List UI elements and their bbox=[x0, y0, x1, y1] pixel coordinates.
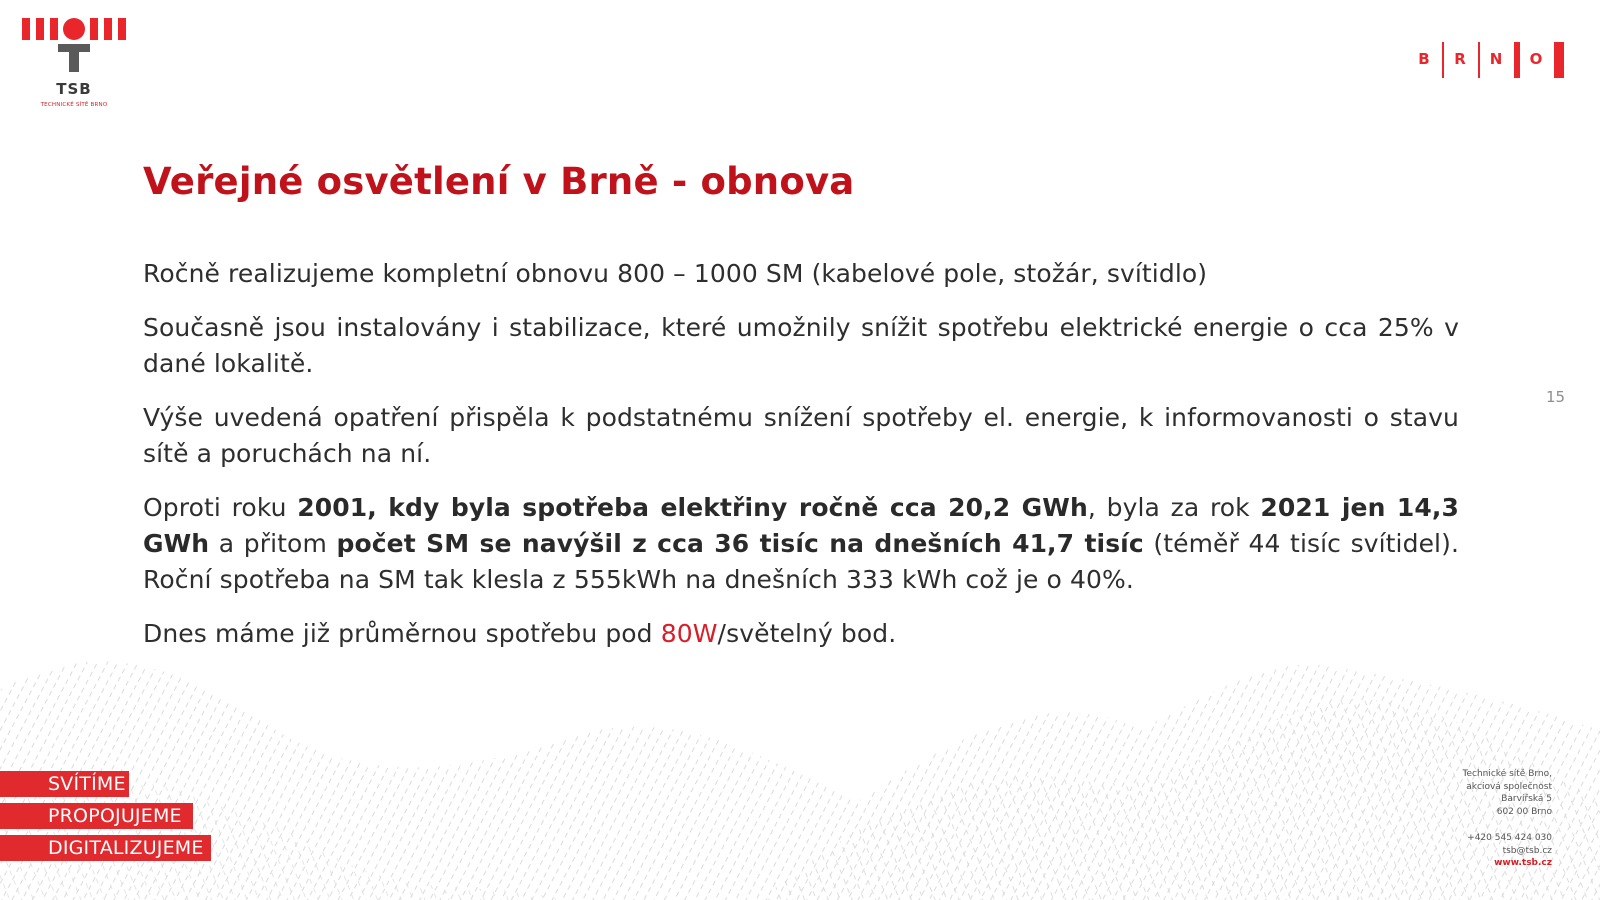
slogan-svitime: SVÍTÍME bbox=[0, 771, 129, 797]
text-segment: a přitom bbox=[209, 529, 337, 558]
slide-title: Veřejné osvětlení v Brně - obnova bbox=[143, 160, 855, 203]
brno-divider bbox=[1442, 42, 1444, 78]
slide-body bbox=[143, 256, 1459, 670]
paragraph-consumption-comparison bbox=[143, 490, 1459, 598]
brno-logo bbox=[1414, 42, 1574, 78]
address-website[interactable]: www.tsb.cz bbox=[1494, 858, 1552, 868]
address-city: 602 00 Brno bbox=[1496, 806, 1552, 817]
address-legal-form: akciová společnost bbox=[1466, 781, 1552, 792]
brno-divider-thick bbox=[1514, 42, 1520, 78]
brno-letter-n: N bbox=[1489, 50, 1503, 68]
text-segment: , byla za rok bbox=[1087, 493, 1261, 522]
slogan-digitalizujeme: DIGITALIZUJEME bbox=[0, 835, 211, 861]
brno-letter-o: O bbox=[1529, 50, 1543, 68]
tsb-logo-text: TSB bbox=[56, 80, 92, 98]
brno-divider bbox=[1478, 42, 1480, 78]
paragraph-measures: Výše uvedená opatření přispěla k podstatnému snížení spotřeby el. energie, k informovanosti o stavu sítě a poruchách na ní. bbox=[143, 403, 1459, 468]
brno-letter-b: B bbox=[1418, 50, 1430, 68]
address-email[interactable]: tsb@tsb.cz bbox=[1502, 845, 1552, 856]
address-company: Technické sítě Brno, bbox=[1462, 769, 1552, 779]
brno-letter-r: R bbox=[1454, 50, 1466, 68]
text-bold-2001: 2001, kdy byla spotřeba elektřiny ročně cca 20,2 GWh bbox=[297, 493, 1088, 522]
text-segment: (téměř 44 tisíc svítidel). Roční spotřeba na SM tak klesla z 555kWh na dnešních 333 kWh což je o 40%. bbox=[143, 529, 1459, 594]
brno-end-bar bbox=[1554, 42, 1564, 78]
text-bold-2021: 2021 jen 14,3 GWh bbox=[143, 493, 1459, 558]
slogan-propojujeme: PROPOJUJEME bbox=[0, 803, 193, 829]
tsb-logo-subtitle: TECHNICKÉ SÍTĚ BRNO bbox=[40, 102, 108, 108]
address-phone: +420 545 424 030 bbox=[1467, 833, 1552, 843]
text-segment: Oproti roku bbox=[143, 493, 298, 522]
tsb-logo bbox=[22, 16, 126, 116]
text-segment: /světelný bod. bbox=[717, 619, 897, 648]
paragraph-renewal: Ročně realizujeme kompletní obnovu 800 – 1000 SM (kabelové pole, stožár, svítidlo) bbox=[143, 259, 1208, 288]
paragraph-stabilization: Současně jsou instalovány i stabilizace, které umožnily snížit spotřebu elektrické energie o cca 25% v dané lokalitě. bbox=[143, 313, 1459, 378]
page-number: 15 bbox=[1546, 388, 1566, 406]
address-street: Barvířská 5 bbox=[1501, 794, 1552, 804]
paragraph-average-consumption bbox=[143, 616, 1459, 652]
company-address bbox=[1462, 768, 1552, 870]
tsb-emblem-icon bbox=[22, 16, 126, 80]
text-segment: Dnes máme již průměrnou spotřebu pod bbox=[143, 619, 661, 648]
highlight-80w: 80W bbox=[660, 619, 718, 648]
text-bold-count: počet SM se navýšil z cca 36 tisíc na dnešních 41,7 tisíc bbox=[336, 529, 1144, 558]
